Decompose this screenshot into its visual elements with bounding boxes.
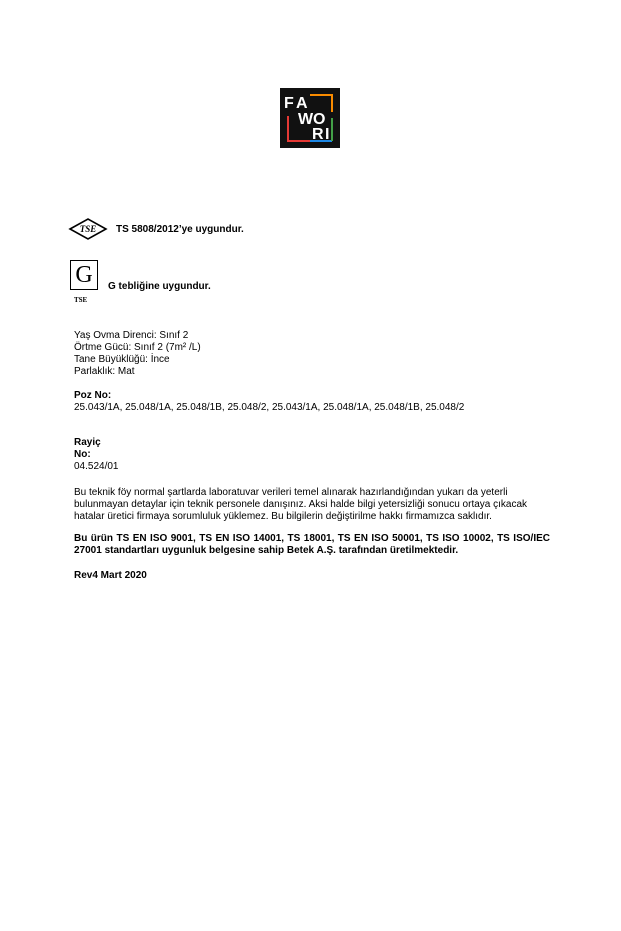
rayic-label-line2: No: (74, 449, 91, 460)
tse-mark-text: TSE (79, 224, 97, 234)
g-certificate-text: G tebliğine uygundur. (108, 281, 211, 292)
property-gloss: Parlaklık: Mat (74, 366, 135, 377)
fawori-logo (280, 88, 340, 148)
disclaimer-paragraph: Bu teknik föy normal şartlarda laboratuvar verileri temel alınarak hazırlandığından yukarı da yeterli bulunmayan detaylar için teknik personele danışınız. Aksi halde bilgi yetersizliği sonucu ortaya çıkacak hatalar üretici firmaya sorumluluk yüklemez. Bu bilgilerin değiştirilme hakkı firmamızca saklıdır. (74, 487, 528, 522)
logo-letter-5: R (312, 126, 324, 143)
property-coverage: Örtme Gücü: Sınıf 2 (7m² /L) (74, 342, 201, 353)
poz-label: Poz No: (74, 390, 112, 401)
rayic-label-line1: Rayiç (74, 437, 101, 448)
rayic-section (74, 437, 119, 473)
poz-section (74, 390, 464, 414)
property-grain-size: Tane Büyüklüğü: İnce (74, 354, 170, 365)
property-wet-scrub: Yaş Ovma Direnci: Sınıf 2 (74, 330, 189, 341)
logo-letter-4: O (313, 111, 326, 128)
tse-compliance-text: TS 5808/2012’ye uygundur. (116, 223, 244, 235)
logo-letter-6: I (325, 126, 330, 143)
g-certificate-tse-label: TSE (74, 296, 88, 304)
g-certificate-mark: G (70, 260, 98, 290)
logo-letter-2: A (296, 95, 308, 112)
certification-paragraph: Bu ürün TS EN ISO 9001, TS EN ISO 14001, TS 18001, TS EN ISO 50001, TS ISO 10002, TS ISO/IEC 27001 standartları uygunluk belgesine sahip Betek A.Ş. tarafından üretilmektedir. (74, 533, 550, 556)
tse-mark-icon (68, 217, 108, 241)
properties-list (74, 330, 201, 378)
logo-letter-1: F (284, 95, 294, 112)
fawori-logo-mark (280, 88, 340, 148)
tse-compliance-row (68, 216, 244, 242)
logo-letter-3: W (298, 111, 314, 128)
poz-value: 25.043/1A, 25.048/1A, 25.048/1B, 25.048/2, 25.043/1A, 25.048/1A, 25.048/1B, 25.048/2 (74, 402, 465, 413)
revision-label: Rev4 Mart 2020 (74, 570, 147, 581)
rayic-value: 04.524/01 (74, 461, 119, 472)
